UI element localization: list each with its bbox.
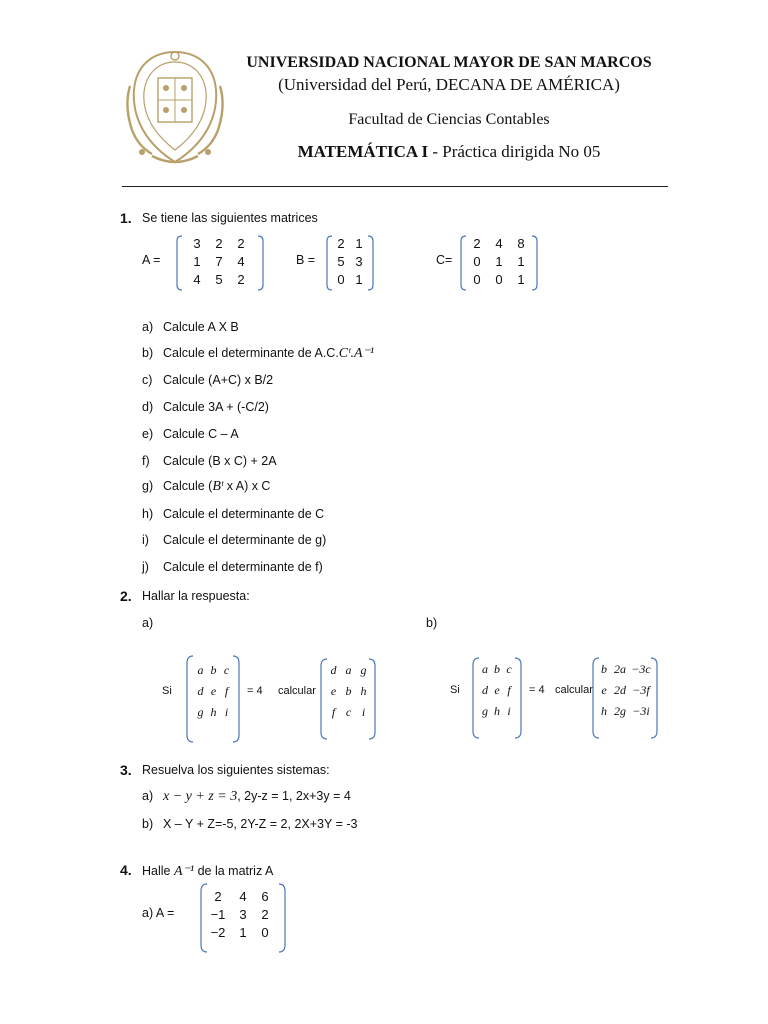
q4-text-pre: Halle xyxy=(142,864,174,878)
matrix-cell: 7 xyxy=(215,254,223,269)
list-item xyxy=(142,400,269,414)
header-divider xyxy=(122,186,668,187)
matrix-a-label: A = xyxy=(142,253,161,267)
matrix-cell: 2 xyxy=(337,236,345,251)
course-name: MATEMÁTICA I xyxy=(297,142,429,161)
q2a-right-grid xyxy=(326,660,371,723)
q4-matrix-grid xyxy=(204,888,276,942)
item-text: Calcule el determinante de C xyxy=(163,507,325,521)
q2-b-label: b) xyxy=(426,616,438,630)
q2b-left-matrix xyxy=(472,656,522,740)
q3-number: 3. xyxy=(120,762,132,778)
matrix-cell: 2 xyxy=(214,889,222,904)
list-item xyxy=(142,320,239,334)
matrix-cell: e xyxy=(601,683,607,697)
matrix-cell: 1 xyxy=(517,254,525,269)
university-subtitle: (Universidad del Perú, DECANA DE AMÉRICA) xyxy=(278,75,620,94)
matrix-cell: 1 xyxy=(355,272,363,287)
matrix-b-grid xyxy=(332,235,368,289)
matrix-cell: h xyxy=(494,704,500,718)
matrix-cell: c xyxy=(223,663,230,677)
matrix-cell: a xyxy=(345,663,352,677)
matrix-cell: 0 xyxy=(261,925,269,940)
matrix-cell: b xyxy=(601,662,607,676)
q2b-right-grid xyxy=(597,659,653,722)
list-item xyxy=(142,345,374,362)
q2b-si: Si xyxy=(450,684,460,696)
q4-text-post: de la matriz A xyxy=(194,864,274,878)
item-text: Calcule 3A + (-C/2) xyxy=(163,400,269,414)
matrix-cell: 2g xyxy=(614,704,626,718)
q3-item-a xyxy=(142,789,351,805)
matrix-cell: f xyxy=(331,705,336,719)
matrix-cell: −3i xyxy=(632,704,650,718)
item-letter: g) xyxy=(142,479,154,493)
matrix-cell: i xyxy=(507,704,511,718)
item-text: X – Y + Z=-5, 2Y-Z = 2, 2X+3Y = -3 xyxy=(163,817,358,831)
item-letter: h) xyxy=(142,507,154,521)
q2a-right-matrix xyxy=(320,657,376,741)
item-text: Calcule A X B xyxy=(163,320,239,334)
matrix-cell: 0 xyxy=(337,272,345,287)
item-math: Bᵗ xyxy=(212,479,224,494)
matrix-c-grid xyxy=(466,235,532,289)
matrix-cell: 2 xyxy=(261,907,269,922)
q2a-left-matrix xyxy=(186,654,240,744)
list-item xyxy=(142,373,273,387)
university-name: UNIVERSIDAD NACIONAL MAYOR DE SAN MARCOS xyxy=(246,54,652,71)
faculty-name: Facultad de Ciencias Contables xyxy=(348,111,550,128)
q2-number: 2. xyxy=(120,588,132,604)
matrix-cell: −2 xyxy=(210,925,226,940)
matrix-cell: e xyxy=(494,683,500,697)
matrix-cell: i xyxy=(361,705,366,719)
item-math: x − y + z = 3 xyxy=(163,789,238,804)
matrix-cell: −3c xyxy=(631,662,651,676)
matrix-cell: −1 xyxy=(210,907,226,922)
matrix-cell: 0 xyxy=(473,272,481,287)
matrix-b-label: B = xyxy=(296,253,316,267)
matrix-cell: 4 xyxy=(495,236,503,251)
item-letter: b) xyxy=(142,346,154,360)
item-text-post: x A) x C xyxy=(223,479,271,493)
q2a-si: Si xyxy=(162,685,172,697)
item-letter: e) xyxy=(142,427,154,441)
item-text: Calcule el determinante de A.C. xyxy=(163,346,339,360)
matrix-cell: g xyxy=(360,663,367,677)
matrix-cell: 1 xyxy=(355,236,363,251)
item-text: Calcule (B x C) + 2A xyxy=(163,454,277,468)
list-item xyxy=(142,479,270,495)
matrix-cell: g xyxy=(482,704,488,718)
matrix-cell: 1 xyxy=(517,272,525,287)
matrix-cell: 2d xyxy=(614,683,626,697)
q2b-equals: = 4 xyxy=(529,684,545,696)
q4-number: 4. xyxy=(120,862,132,878)
matrix-cell: e xyxy=(210,684,217,698)
q1-text: Se tiene las siguientes matrices xyxy=(142,211,318,225)
item-text: Calcule ( xyxy=(163,479,213,493)
item-text: Calcule (A+C) x B/2 xyxy=(163,373,274,387)
matrix-cell: 5 xyxy=(337,254,345,269)
q2b-right-matrix xyxy=(592,656,658,740)
matrix-cell: 3 xyxy=(239,907,247,922)
matrix-cell: 4 xyxy=(237,254,245,269)
list-item xyxy=(142,533,326,547)
item-letter: a) xyxy=(142,789,154,803)
matrix-cell: 0 xyxy=(495,272,503,287)
q1-number: 1. xyxy=(120,210,132,226)
matrix-cell: c xyxy=(506,662,512,676)
q2a-calcular: calcular xyxy=(278,685,316,697)
matrix-cell: h xyxy=(601,704,607,718)
matrix-cell: 3 xyxy=(193,236,201,251)
matrix-cell: 0 xyxy=(473,254,481,269)
matrix-cell: h xyxy=(360,684,367,698)
matrix-c-label: C= xyxy=(436,253,453,267)
matrix-b xyxy=(326,234,374,292)
item-text: Calcule el determinante de g) xyxy=(163,533,327,547)
q2b-calcular: calcular xyxy=(555,684,593,696)
matrix-cell: 4 xyxy=(193,272,201,287)
q2a-equals: = 4 xyxy=(247,685,263,697)
item-letter: a) xyxy=(142,320,154,334)
matrix-cell: d xyxy=(197,684,204,698)
q2b-left-grid xyxy=(479,659,515,722)
item-math: Cᵗ.A⁻¹ xyxy=(338,346,375,361)
item-text: , 2y-z = 1, 2x+3y = 4 xyxy=(237,789,351,803)
matrix-cell: i xyxy=(224,705,229,719)
matrix-a xyxy=(176,234,264,292)
q4-matrix xyxy=(200,882,286,954)
matrix-cell: b xyxy=(494,662,500,676)
q4-matrix-label: a) A = xyxy=(142,906,175,920)
item-letter: i) xyxy=(142,533,149,547)
matrix-cell: 8 xyxy=(517,236,525,251)
matrix-cell: 2a xyxy=(614,662,626,676)
matrix-cell: 6 xyxy=(261,889,269,904)
list-item xyxy=(142,507,324,521)
matrix-a-grid xyxy=(186,235,252,289)
item-letter: f) xyxy=(142,454,150,468)
matrix-cell: 3 xyxy=(355,254,363,269)
matrix-cell: 5 xyxy=(215,272,223,287)
q4-math: A⁻¹ xyxy=(173,864,195,879)
item-text: Calcule C – A xyxy=(163,427,239,441)
matrix-cell: 2 xyxy=(473,236,481,251)
matrix-c xyxy=(460,234,538,292)
matrix-cell: 2 xyxy=(237,272,245,287)
course-title xyxy=(0,142,768,162)
q2a-left-grid xyxy=(194,660,233,723)
matrix-cell: e xyxy=(330,684,337,698)
matrix-cell: a xyxy=(482,662,488,676)
item-letter: d) xyxy=(142,400,154,414)
matrix-cell: d xyxy=(482,683,488,697)
list-item xyxy=(142,427,239,441)
matrix-cell: 2 xyxy=(237,236,245,251)
matrix-cell: g xyxy=(197,705,204,719)
matrix-cell: 4 xyxy=(239,889,247,904)
matrix-cell: 2 xyxy=(215,236,223,251)
matrix-cell: 1 xyxy=(193,254,201,269)
matrix-cell: c xyxy=(345,705,352,719)
item-letter: b) xyxy=(142,817,154,831)
list-item xyxy=(142,560,323,574)
matrix-cell: h xyxy=(210,705,217,719)
matrix-cell: 1 xyxy=(495,254,503,269)
item-text: Calcule el determinante de f) xyxy=(163,560,323,574)
matrix-cell: a xyxy=(197,663,204,677)
item-letter: j) xyxy=(142,560,149,574)
matrix-cell: b xyxy=(210,663,217,677)
matrix-cell: 1 xyxy=(239,925,247,940)
q2-a-label: a) xyxy=(142,616,154,630)
matrix-cell: f xyxy=(507,683,511,697)
matrix-cell: f xyxy=(224,684,229,698)
practice-name: - Práctica dirigida No 05 xyxy=(428,142,601,161)
item-letter: c) xyxy=(142,373,153,387)
q3-item-b xyxy=(142,817,357,831)
matrix-cell: b xyxy=(345,684,352,698)
q4-text xyxy=(142,863,273,880)
matrix-cell: d xyxy=(330,663,337,677)
q2-text: Hallar la respuesta: xyxy=(142,589,250,603)
matrix-cell: −3f xyxy=(632,683,650,697)
q3-text: Resuelva los siguientes sistemas: xyxy=(142,763,330,777)
list-item xyxy=(142,454,277,468)
